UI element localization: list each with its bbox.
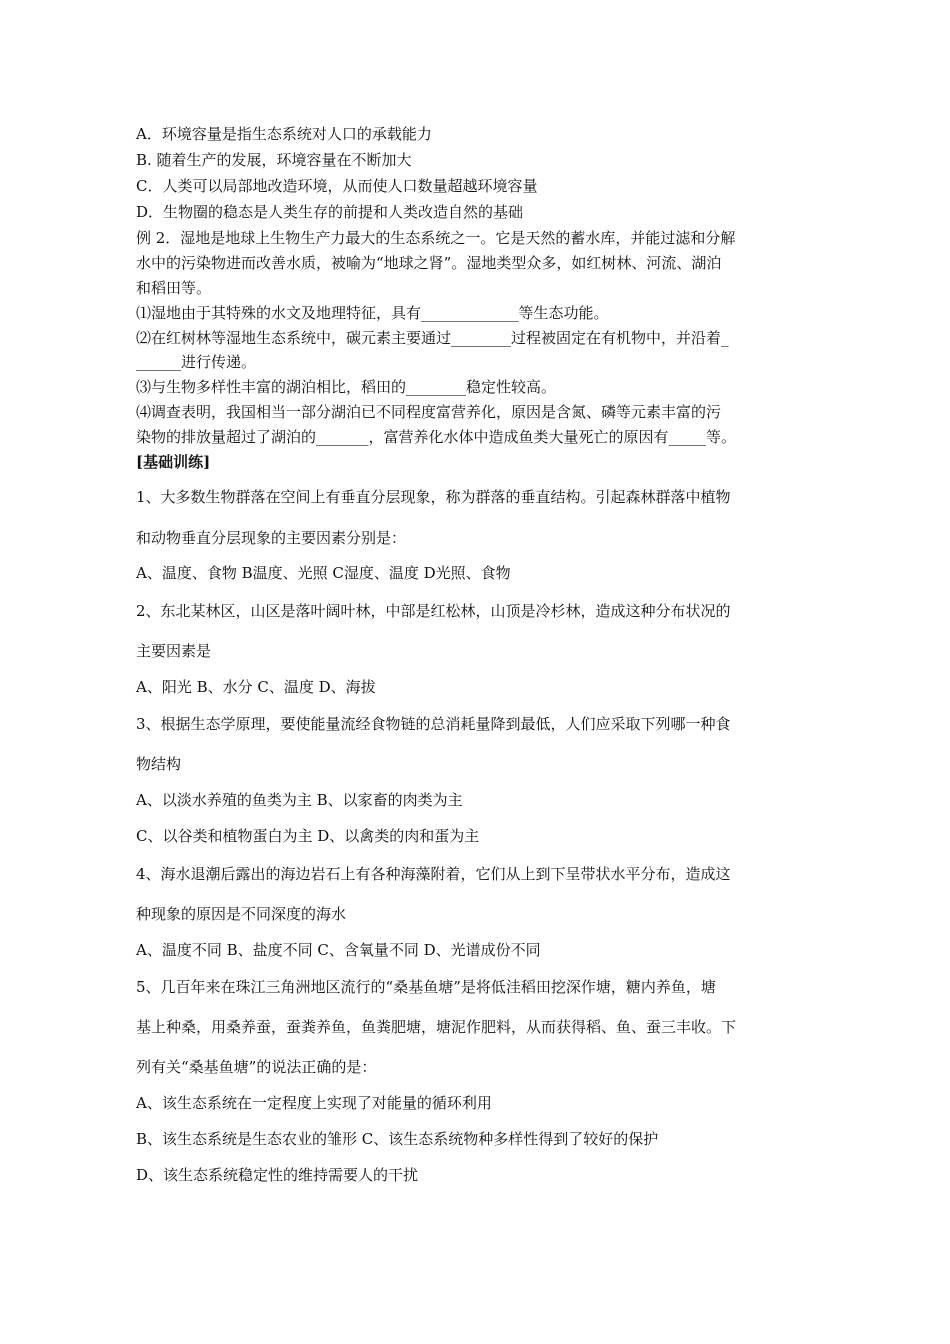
example-2-question-2-cont: ______进行传递。 [136,353,257,371]
option-c-line: C．人类可以局部地改造环境，从而使人口数量超越环境容量 [136,177,538,195]
example-2-line-1: 例 2．湿地是地球上生物生产力最大的生态系统之一。它是天然的蓄水库，并能过滤和分解 [136,229,736,247]
question-3-line-2: 物结构 [136,755,182,773]
example-2-question-4: ⑷调查表明，我国相当一部分湖泊已不同程度富营养化，原因是含氮、磷等元素丰富的污 [136,403,722,421]
question-4-line-2: 种现象的原因是不同深度的海水 [136,905,347,923]
example-2-question-1: ⑴湿地由于其特殊的水文及地理特征，具有_____________等生态功能。 [136,304,609,322]
example-2-line-3: 和稻田等。 [136,279,212,297]
example-2-line-2: 水中的污染物进而改善水质，被喻为“地球之肾”。湿地类型众多，如红树林、河流、湖泊 [136,254,722,272]
question-3-options-cd: C、以谷类和植物蛋白为主 D、以禽类的肉和蛋为主 [136,827,480,845]
option-a-line: A．环境容量是指生态系统对人口的承载能力 [136,125,432,143]
question-5-line-1: 5、几百年来在珠江三角洲地区流行的“桑基鱼塘”是将低洼稻田挖深作塘，糖内养鱼，塘 [136,978,716,996]
section-heading: [基础训练] [136,453,211,471]
question-2-line-2: 主要因素是 [136,642,212,660]
question-3-line-1: 3、根据生态学原理，要使能量流经食物链的总消耗量降到最低，人们应采取下列哪一种食 [136,715,731,733]
option-d-line: D．生物圈的稳态是人类生存的前提和人类改造自然的基础 [136,203,524,221]
question-1-line-1: 1、大多数生物群落在空间上有垂直分层现象，称为群落的垂直结构。引起森林群落中植物 [136,488,731,506]
question-5-options-bc: B、该生态系统是生态农业的雏形 C、该生态系统物种多样性得到了较好的保护 [136,1130,659,1148]
question-1-options: A、温度、食物 B温度、光照 C湿度、温度 D光照、食物 [136,564,511,582]
question-4-line-1: 4、海水退潮后露出的海边岩石上有各种海藻附着，它们从上到下呈带状水平分布，造成这 [136,865,731,883]
question-4-options: A、温度不同 B、盐度不同 C、含氧量不同 D、光谱成份不同 [136,941,541,959]
example-2-question-4-cont: 染物的排放量超过了湖泊的_______，富营养化水体中造成鱼类大量死亡的原因有_____等。 [136,428,737,446]
example-2-question-2: ⑵在红树林等湿地生态系统中，碳元素主要通过________过程被固定在有机物中，并沿着_ [136,329,729,347]
question-3-options-ab: A、以淡水养殖的鱼类为主 B、以家畜的肉类为主 [136,791,463,809]
question-1-line-2: 和动物垂直分层现象的主要因素分别是： [136,529,407,547]
option-b-line: B. 随着生产的发展，环境容量在不断加大 [136,151,412,169]
question-2-line-1: 2、东北某林区，山区是落叶阔叶林，中部是红松林，山顶是冷杉林，造成这种分布状况的 [136,602,731,620]
question-5-option-a: A、该生态系统在一定程度上实现了对能量的循环利用 [136,1094,492,1112]
question-5-option-d: D、该生态系统稳定性的维持需要人的干扰 [136,1166,419,1184]
question-5-line-3: 列有关“桑基鱼塘”的说法正确的是： [136,1058,377,1076]
example-2-question-3: ⑶与生物多样性丰富的湖泊相比，稻田的________稳定性较高。 [136,378,557,396]
question-2-options: A、阳光 B、水分 C、温度 D、海拔 [136,678,376,696]
question-5-line-2: 基上种桑，用桑养蚕，蚕粪养鱼，鱼粪肥塘，塘泥作肥料，从而获得稻、鱼、蚕三丰收。下 [136,1018,737,1036]
